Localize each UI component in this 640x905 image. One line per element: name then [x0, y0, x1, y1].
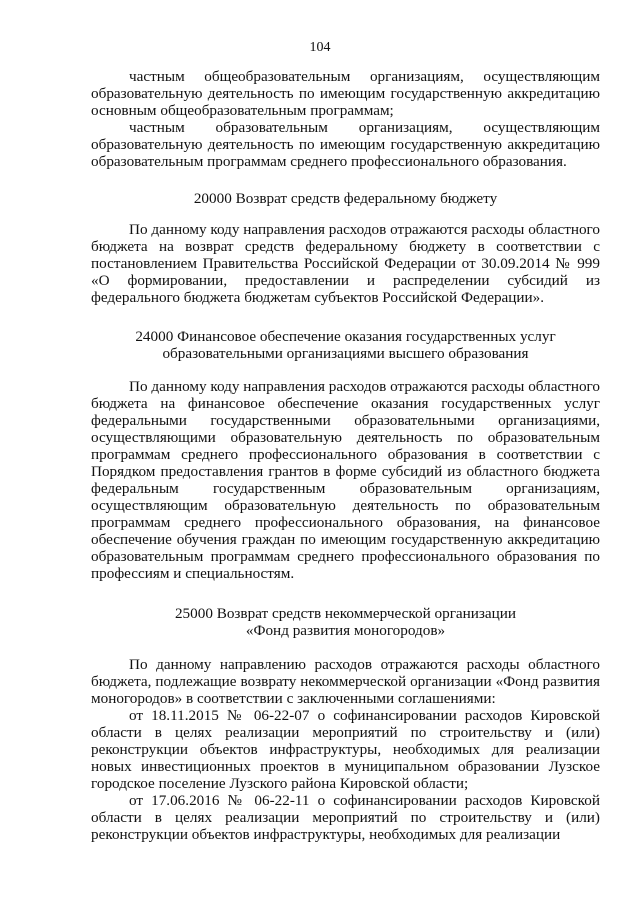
heading-20000: 20000 Возврат средств федеральному бюджету — [193, 190, 498, 207]
intro-item-2: частным образовательным организациям, осуществляющим образовательную деятельность по имеющим государственную аккредитацию образовательным программам среднего профессионального образования. — [91, 119, 600, 170]
heading-25000 — [91, 605, 600, 639]
heading-24000 — [91, 328, 600, 362]
heading-25000-line-2: «Фонд развития моногородов» — [245, 622, 446, 639]
agreement-item-2: от 17.06.2016 № 06-22-11 о софинансировании расходов Кировской области в целях реализации мероприятий по строительству и (или) реконструкции объектов инфраструктуры, необходимых для реализации — [91, 792, 600, 843]
heading-24000-line-2: образовательными организациями высшего образования — [162, 345, 529, 362]
heading-24000-line-1: 24000 Финансовое обеспечение оказания государственных услуг — [135, 328, 556, 345]
intro-item-1: частным общеобразовательным организациям, осуществляющим образовательную деятельность по имеющим государственную аккредитацию основным общеобразовательным программам; — [91, 68, 600, 119]
text-24000: По данному коду направления расходов отражаются расходы областного бюджета на финансовое обеспечение оказания государственных услуг федеральными государственными образовательными организациями, осуществляющими образовательную деятельность по образовательным программам среднего профессионального образования в соответствии с Порядком предоставления грантов в форме субсидий из областного бюджета федеральным государственным образовательным организациям, осуществляющим образовательную деятельность по образовательным программам среднего профессионального образования, на финансовое обеспечение обучения граждан по имеющим государственную аккредитацию образовательным программам среднего профессионального образования по профессиям и специальностям. — [91, 378, 600, 582]
page-number: 104 — [309, 40, 331, 55]
text-20000: По данному коду направления расходов отражаются расходы областного бюджета на возврат средств федеральному бюджету в соответствии с постановлением Правительства Российской Федерации от 30.09.2014 № 999 «О формировании, предоставлении и распределении субсидий из федерального бюджета бюджетам субъектов Российской Федерации». — [91, 221, 600, 306]
heading-25000-line-1: 25000 Возврат средств некоммерческой организации — [174, 605, 517, 622]
text-25000: По данному направлению расходов отражаются расходы областного бюджета, подлежащие возврату некоммерческой организации «Фонд развития моногородов» в соответствии с заключенными соглашениями: — [91, 656, 600, 707]
agreement-item-1: от 18.11.2015 № 06-22-07 о софинансировании расходов Кировской области в целях реализации мероприятий по строительству и (или) реконструкции объектов инфраструктуры, необходимых для реализации новых инвестиционных проектов в муниципальном образовании Лузское городское поселение Лузского района Кировской области; — [91, 707, 600, 792]
